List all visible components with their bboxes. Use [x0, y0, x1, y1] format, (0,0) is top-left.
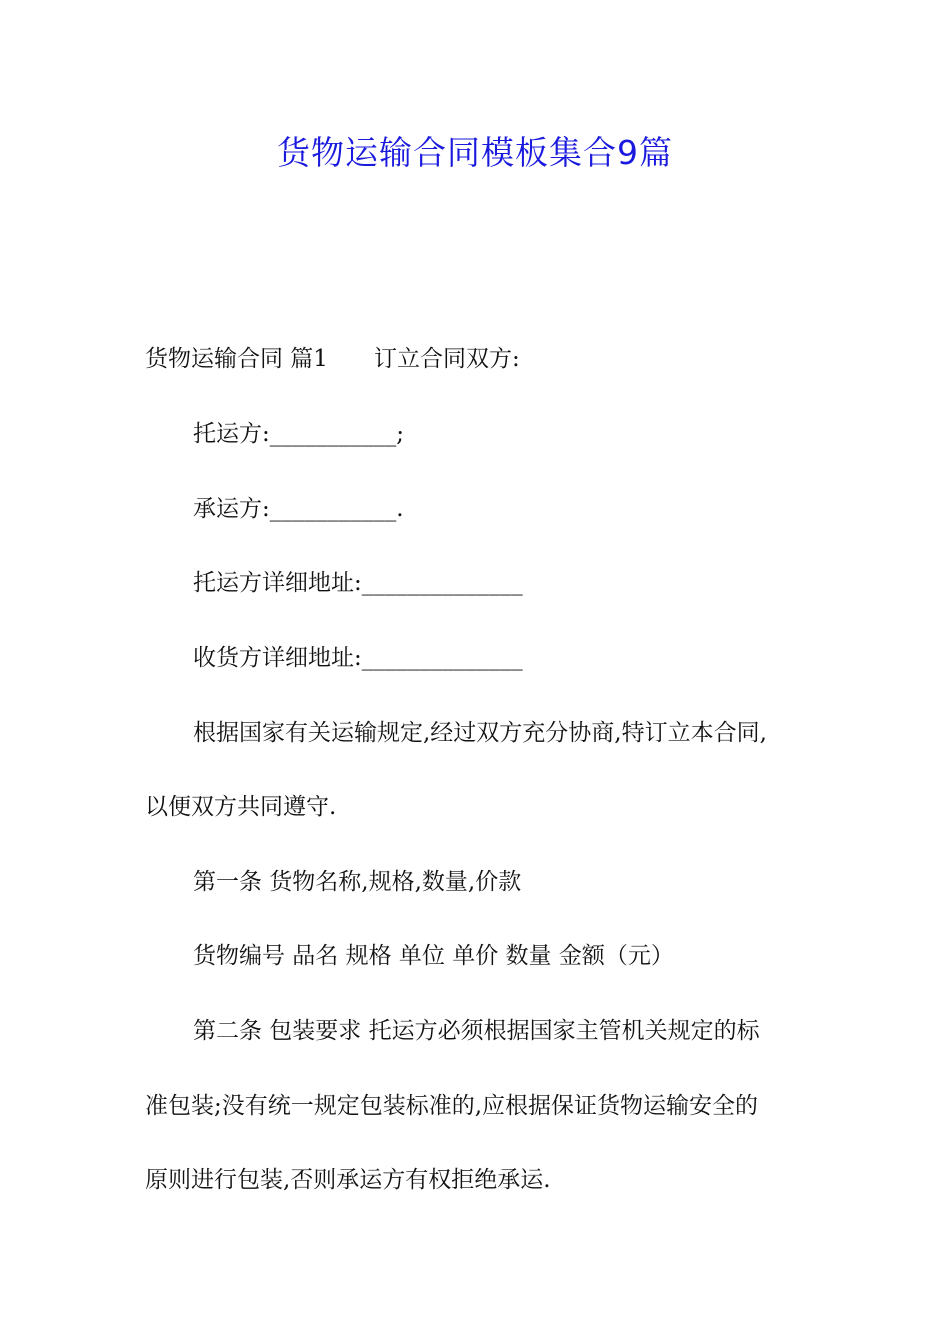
- article-1-heading: 第一条 货物名称,规格,数量,价款: [193, 869, 522, 895]
- shipper-address-line: 托运方详细地址:______________: [193, 570, 523, 596]
- carrier-line: 承运方:___________.: [193, 496, 404, 522]
- article-2-line-3: 原则进行包装,否则承运方有权拒绝承运.: [145, 1167, 551, 1193]
- contract-heading-line: [145, 342, 520, 376]
- parties-label: 订立合同双方:: [373, 346, 520, 372]
- article-2-line-1: 第二条 包装要求 托运方必须根据国家主管机关规定的标: [193, 1018, 760, 1044]
- preamble-line-1: 根据国家有关运输规定,经过双方充分协商,特订立本合同,: [193, 720, 767, 746]
- contract-heading: 货物运输合同 篇1: [145, 346, 328, 372]
- consignee-address-line: 收货方详细地址:______________: [193, 645, 523, 671]
- goods-table-header: 货物编号 品名 规格 单位 单价 数量 金额（元）: [193, 943, 674, 969]
- preamble-line-2: 以便双方共同遵守.: [145, 794, 337, 820]
- shipper-line: 托运方:___________;: [193, 421, 404, 447]
- document-title: 货物运输合同模板集合9篇: [277, 133, 673, 172]
- article-2-line-2: 准包装;没有统一规定包装标准的,应根据保证货物运输安全的: [145, 1093, 759, 1119]
